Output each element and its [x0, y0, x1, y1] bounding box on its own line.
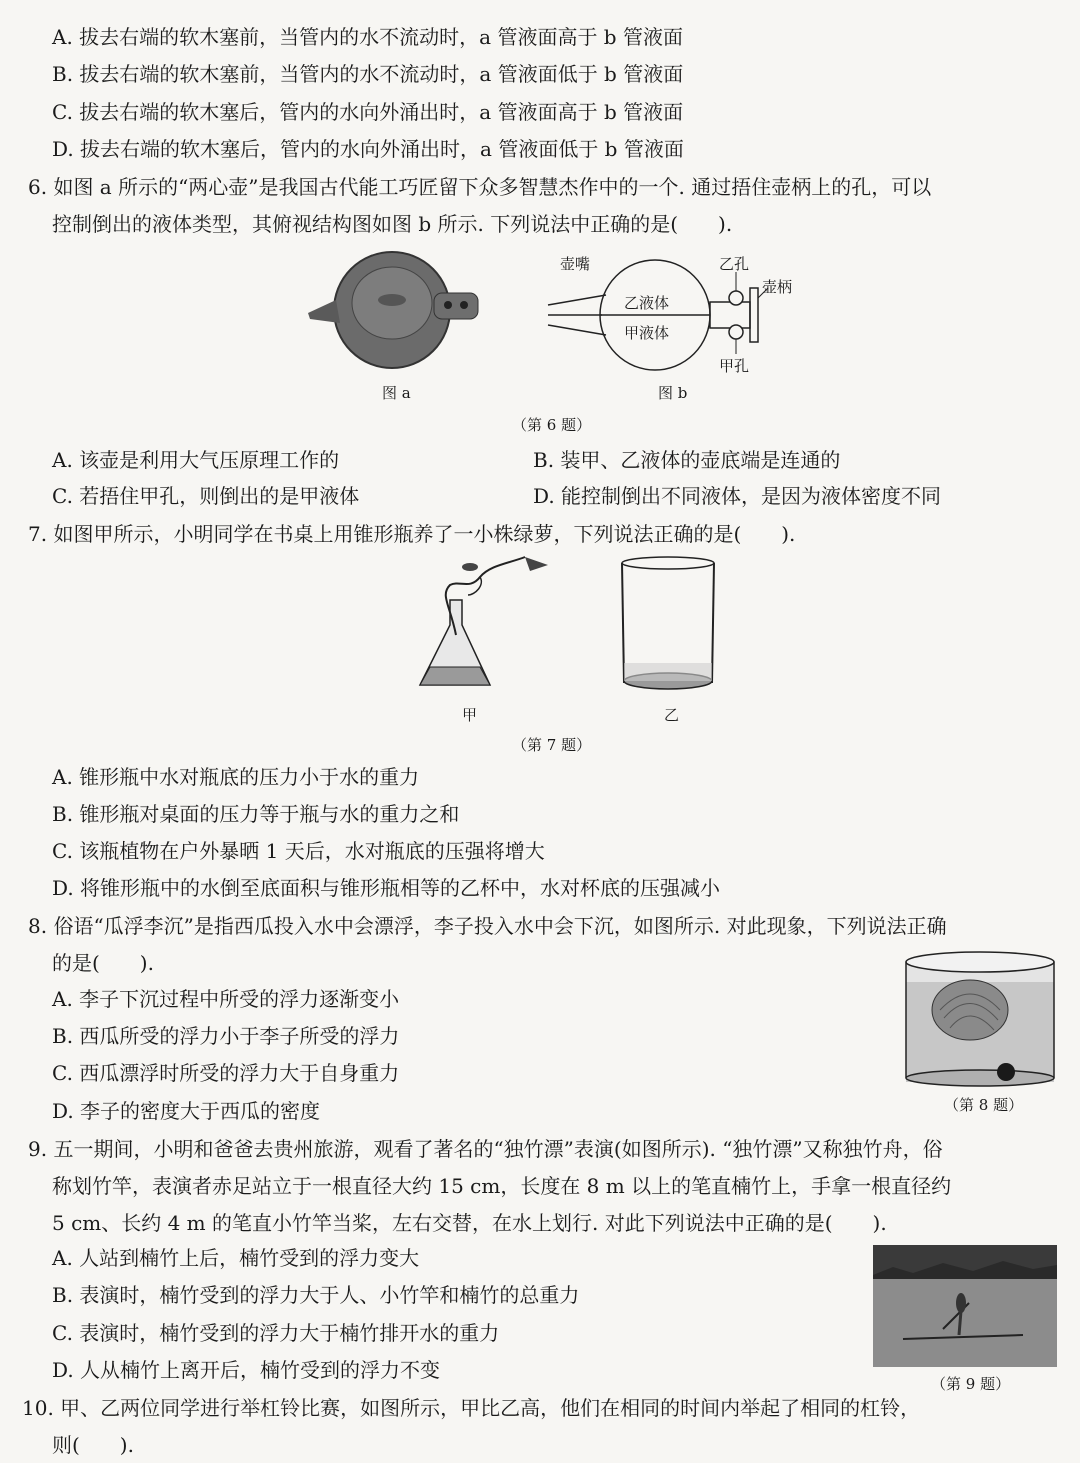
q7-option-b: B. 锥形瓶对桌面的压力等于瓶与水的重力之和	[52, 802, 460, 826]
q5-option-c: C. 拔去右端的软木塞后，管内的水向外涌出时，a 管液面高于 b 管液面	[52, 100, 684, 124]
hole-yi-label: 乙孔	[719, 255, 750, 273]
glass-cup-figure	[618, 555, 718, 695]
fig-b-label: 图 b	[658, 384, 688, 402]
q10-stem-line1: 10. 甲、乙两位同学进行举杠铃比赛，如图所示，甲比乙高，他们在相同的时间内举起了相同的杠铃，	[22, 1396, 921, 1420]
q8-option-c: C. 西瓜漂浮时所受的浮力大于自身重力	[52, 1061, 400, 1085]
q7-option-a: A. 锥形瓶中水对瓶底的压力小于水的重力	[52, 765, 420, 789]
q8-stem-line1: 8. 俗语“瓜浮李沉”是指西瓜投入水中会漂浮，李子投入水中会下沉，如图所示. 对此现象，下列说法正确	[28, 914, 947, 938]
spout-label: 壶嘴	[560, 255, 591, 273]
watermelon-plum-figure	[900, 948, 1060, 1088]
q10-stem-line2: 则( ).	[52, 1433, 134, 1457]
q8-option-b: B. 西瓜所受的浮力小于李子所受的浮力	[52, 1024, 400, 1048]
q9-option-a: A. 人站到楠竹上后，楠竹受到的浮力变大	[52, 1246, 420, 1270]
q5-option-d: D. 拔去右端的软木塞后，管内的水向外涌出时，a 管液面低于 b 管液面	[52, 137, 684, 161]
q7-caption: （第 7 题）	[512, 736, 592, 754]
hole-jia-label: 甲孔	[719, 357, 750, 375]
q9-stem-line1: 9. 五一期间，小明和爸爸去贵州旅游，观看了著名的“独竹漂”表演(如图所示). “独竹漂”又称独竹舟，俗	[28, 1137, 943, 1161]
fig-jia-label: 甲	[462, 706, 478, 724]
q9-option-c: C. 表演时，楠竹受到的浮力大于楠竹排开水的重力	[52, 1321, 500, 1345]
flask-plant-figure	[380, 555, 550, 695]
bamboo-rafting-photo	[873, 1245, 1057, 1367]
fig-a-label: 图 a	[382, 384, 411, 402]
q9-stem-line3: 5 cm、长约 4 m 的笔直小竹竿当桨，左右交替，在水上划行. 对此下列说法中正确的是( ).	[52, 1211, 887, 1235]
teapot-photo	[300, 245, 485, 385]
q6-option-a: A. 该壶是利用大气压原理工作的	[52, 448, 340, 472]
q8-caption: （第 8 题）	[944, 1096, 1024, 1114]
q7-option-d: D. 将锥形瓶中的水倒至底面积与锥形瓶相等的乙杯中，水对杯底的压强减小	[52, 876, 721, 900]
q9-option-d: D. 人从楠竹上离开后，楠竹受到的浮力不变	[52, 1358, 441, 1382]
q6-option-d: D. 能控制倒出不同液体，是因为液体密度不同	[533, 484, 942, 508]
q9-caption: （第 9 题）	[931, 1375, 1011, 1393]
q7-stem: 7. 如图甲所示，小明同学在书桌上用锥形瓶养了一小株绿萝，下列说法正确的是( ).	[28, 522, 796, 546]
q8-stem-line2: 的是( ).	[52, 951, 154, 975]
q8-option-a: A. 李子下沉过程中所受的浮力逐渐变小	[52, 987, 400, 1011]
q6-option-b: B. 装甲、乙液体的壶底端是连通的	[533, 448, 841, 472]
liquid-yi-label: 乙液体	[624, 294, 670, 312]
liquid-jia-label: 甲液体	[624, 324, 670, 342]
q8-option-d: D. 李子的密度大于西瓜的密度	[52, 1099, 321, 1123]
q5-option-a: A. 拔去右端的软木塞前，当管内的水不流动时，a 管液面高于 b 管液面	[52, 25, 683, 49]
q6-stem-line2: 控制倒出的液体类型，其俯视结构图如图 b 所示. 下列说法中正确的是( ).	[52, 212, 733, 236]
q9-option-b: B. 表演时，楠竹受到的浮力大于人、小竹竿和楠竹的总重力	[52, 1283, 580, 1307]
q6-stem-line1: 6. 如图 a 所示的“两心壶”是我国古代能工巧匠留下众多智慧杰作中的一个. 通过捂住壶柄上的孔，可以	[28, 175, 932, 199]
fig-yi-label: 乙	[664, 706, 680, 724]
q9-stem-line2: 称划竹竿，表演者赤足站立于一根直径大约 15 cm，长度在 8 m 以上的笔直楠竹上，手拿一根直径约	[52, 1174, 952, 1198]
q6-caption: （第 6 题）	[512, 416, 592, 434]
q7-option-c: C. 该瓶植物在户外暴晒 1 天后，水对瓶底的压强将增大	[52, 839, 545, 863]
q6-option-c: C. 若捂住甲孔，则倒出的是甲液体	[52, 484, 360, 508]
handle-label: 壶柄	[762, 278, 793, 296]
q5-option-b: B. 拔去右端的软木塞前，当管内的水不流动时，a 管液面低于 b 管液面	[52, 62, 684, 86]
